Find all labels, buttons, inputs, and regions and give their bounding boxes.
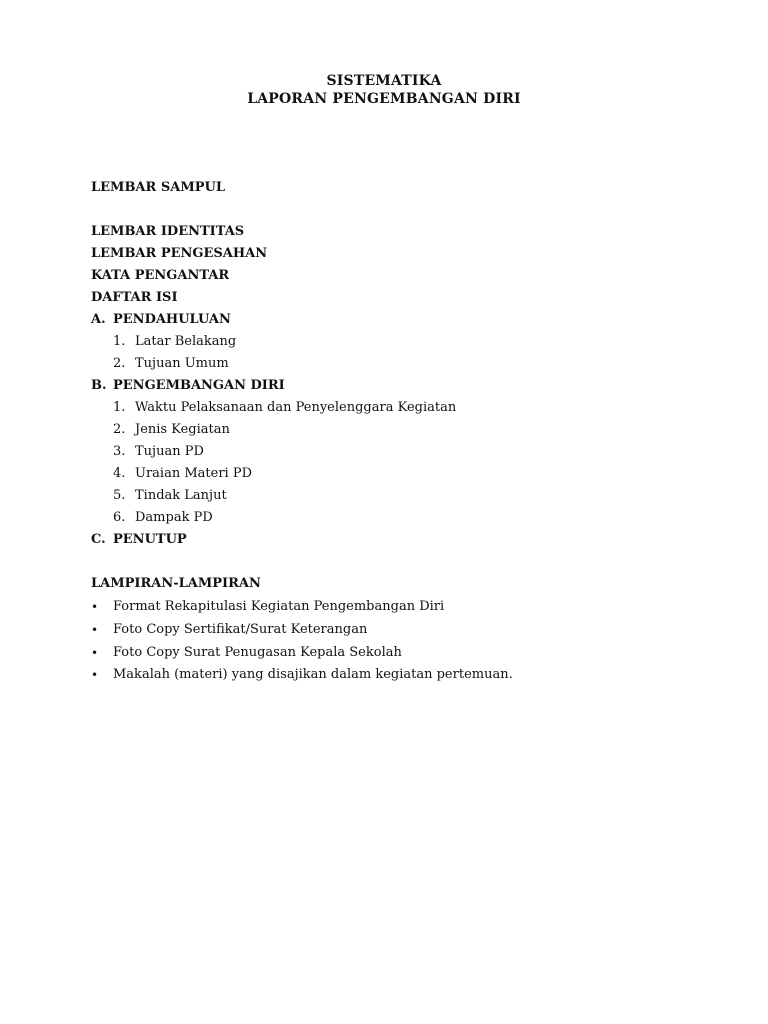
list-item: Format Rekapitulasi Kegiatan Pengembangan Diri — [113, 599, 445, 614]
list-item: Tindak Lanjut — [135, 488, 227, 503]
section-b-letter: B. — [91, 378, 107, 393]
list-item: Tujuan PD — [135, 444, 204, 459]
list-item: Makalah (materi) yang disajikan dalam kegiatan pertemuan. — [113, 667, 513, 682]
front-matter-item: DAFTAR ISI — [91, 290, 178, 305]
list-item: Tujuan Umum — [135, 356, 229, 371]
list-item: Foto Copy Surat Penugasan Kepala Sekolah — [113, 645, 402, 660]
bullet-icon: • — [91, 646, 99, 660]
document-title: SISTEMATIKA — [326, 73, 442, 89]
list-item-number: 6. — [113, 510, 126, 525]
section-c-heading: PENUTUP — [113, 532, 187, 547]
list-item-number: 5. — [113, 488, 126, 503]
attachments-heading: LAMPIRAN-LAMPIRAN — [91, 576, 261, 591]
list-item-number: 1. — [113, 400, 126, 415]
bullet-icon: • — [91, 623, 99, 637]
front-matter-item: LEMBAR IDENTITAS — [91, 224, 245, 239]
document-subtitle: LAPORAN PENGEMBANGAN DIRI — [247, 91, 521, 107]
section-a-letter: A. — [91, 312, 106, 327]
section-a-heading: PENDAHULUAN — [113, 312, 231, 327]
list-item: Waktu Pelaksanaan dan Penyelenggara Kegiatan — [135, 400, 457, 415]
front-matter-item: KATA PENGANTAR — [91, 268, 230, 283]
bullet-icon: • — [91, 668, 99, 682]
list-item-number: 2. — [113, 356, 126, 371]
list-item: Foto Copy Sertifikat/Surat Keterangan — [113, 622, 368, 637]
list-item: Latar Belakang — [135, 334, 237, 349]
section-c-letter: C. — [91, 532, 106, 547]
list-item: Jenis Kegiatan — [135, 422, 230, 437]
list-item: Uraian Materi PD — [135, 466, 252, 481]
list-item-number: 1. — [113, 334, 126, 349]
front-matter-item: LEMBAR SAMPUL — [91, 180, 225, 195]
list-item-number: 2. — [113, 422, 126, 437]
list-item-number: 3. — [113, 444, 126, 459]
bullet-icon: • — [91, 600, 99, 614]
list-item: Dampak PD — [135, 510, 213, 525]
list-item-number: 4. — [113, 466, 126, 481]
section-b-heading: PENGEMBANGAN DIRI — [113, 378, 285, 393]
front-matter-item: LEMBAR PENGESAHAN — [91, 246, 268, 261]
